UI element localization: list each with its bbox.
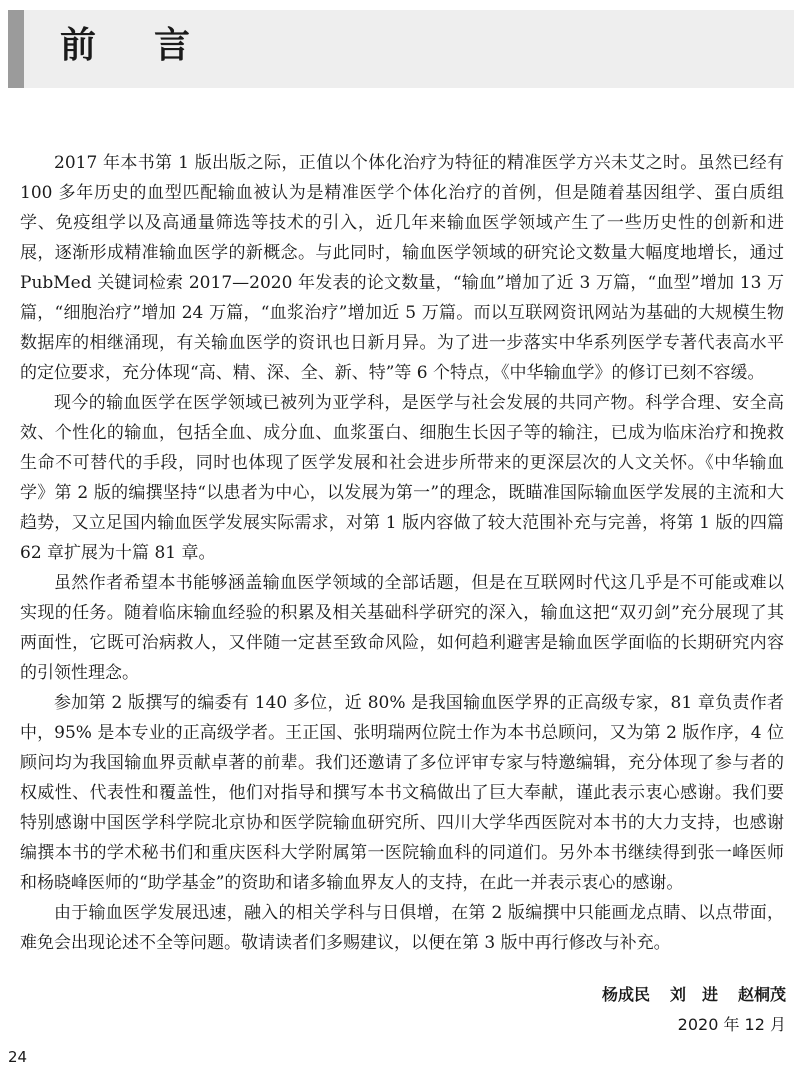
page-number: 24 (8, 1048, 28, 1066)
paragraph: 虽然作者希望本书能够涵盖输血医学领域的全部话题，但是在互联网时代这几乎是不可能或难以实现的任务。随着临床输血经验的积累及相关基础科学研究的深入，输血这把“双刃剑”充分展现了其两面性，它既可治病救人，又伴随一定甚至致命风险，如何趋利避害是输血医学面临的长期研究内容的引领性理念。 (20, 573, 784, 683)
paragraph: 由于输血医学发展迅速，融入的相关学科与日俱增，在第 2 版编撰中只能画龙点睛、以点带面，难免会出现论述不全等问题。敬请读者们多赐建议，以便在第 3 版中再行修改与补充。 (20, 903, 784, 953)
paragraph: 2017 年本书第 1 版出版之际，正值以个体化治疗为特征的精准医学方兴未艾之时。虽然已经有 100 多年历史的血型匹配输血被认为是精准医学个体化治疗的首例，但是随着基因组学、蛋白质组学、免疫组学以及高通量筛选等技术的引入，近几年来输血医学领域产生了一些历史性的创新和进展，逐渐形成精准输血医学的新概念。与此同时，输血医学领域的研究论文数量大幅度地增长，通过 PubMed 关键词检索 2017—2020 年发表的论文数量，“输血”增加了近 3 万篇，“血型”增加 13 万篇，“细胞治疗”增加 24 万篇，“血浆治疗”增加近 5 万篇。而以互联网资讯网站为基础的大规模生物数据库的相继涌现，有关输血医学的资讯也日新月异。为了进一步落实中华系列医学专著代表高水平的定位要求，充分体现“高、精、深、全、新、特”等 6 个特点，《中华输血学》的修订已刻不容缓。 (20, 153, 784, 383)
paragraph: 参加第 2 版撰写的编委有 140 多位，近 80% 是我国输血医学界的正高级专家，81 章负责作者中，95% 是本专业的正高级学者。王正国、张明瑞两位院士作为本书总顾问，又为第 2 版作序，4 位顾问均为我国输血界贡献卓著的前辈。我们还邀请了多位评审专家与特邀编辑，充分体现了参与者的权威性、代表性和覆盖性，他们对指导和撰写本书文稿做出了巨大奉献，谨此表示衷心感谢。我们要特别感谢中国医学科学院北京协和医学院输血研究所、四川大学华西医院对本书的大力支持，也感谢编撰本书的学术秘书们和重庆医科大学附属第一医院输血科的同道们。另外本书继续得到张一峰医师和杨晓峰医师的“助学基金”的资助和诸多输血界友人的支持，在此一并表示衷心的感谢。 (20, 693, 784, 893)
signature-date: 2020 年 12 月 (677, 1015, 786, 1034)
signature-block (602, 980, 786, 1040)
preface-body (20, 148, 784, 958)
author-name: 赵桐茂 (737, 985, 786, 1004)
title-accent-bar (8, 10, 24, 88)
author-name: 刘 进 (669, 985, 718, 1004)
paragraph: 现今的输血医学在医学领域已被列为亚学科，是医学与社会发展的共同产物。科学合理、安全高效、个性化的输血，包括全血、成分血、血浆蛋白、细胞生长因子等的输注，已成为临床治疗和挽救生命不可替代的手段，同时也体现了医学发展和社会进步所带来的更深层次的人文关怀。《中华输血学》第 2 版的编撰坚持“以患者为中心，以发展为第一”的理念，既瞄准国际输血医学发展的主流和大趋势，又立足国内输血医学发展实际需求，对第 1 版内容做了较大范围补充与完善，将第 1 版的四篇 62 章扩展为十篇 81 章。 (20, 393, 784, 563)
author-name: 杨成民 (601, 985, 650, 1004)
page-title: 前言 (60, 25, 249, 66)
author-names (602, 980, 786, 1010)
